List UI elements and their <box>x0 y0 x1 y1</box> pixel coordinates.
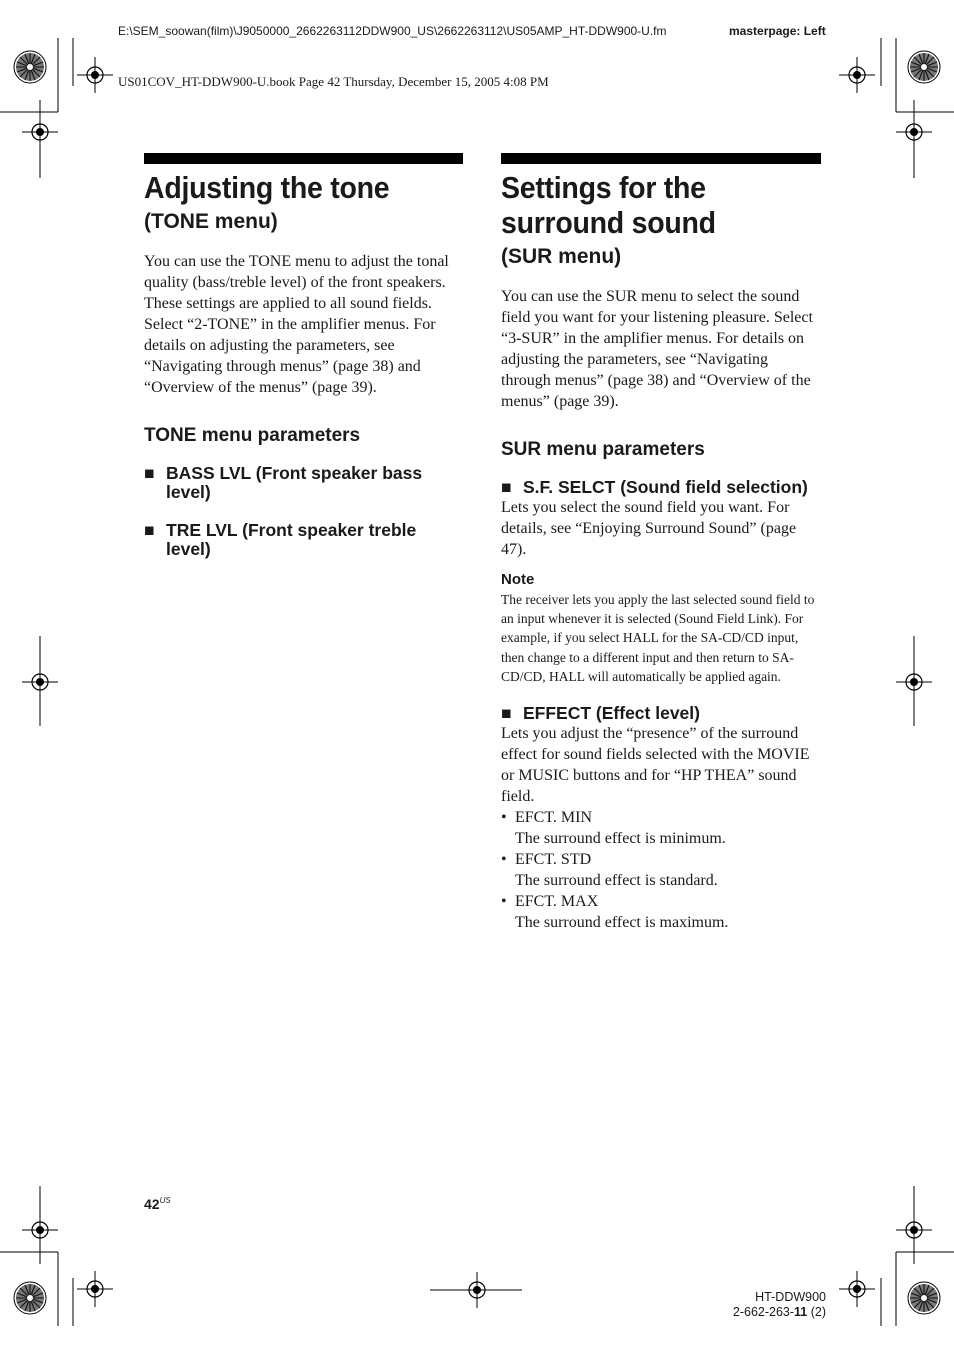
parameter-label: TRE LVL (Front speaker treble level) <box>166 520 417 559</box>
parameter-description: Lets you adjust the “presence” of the surround effect for sound fields selected with the MOVIE or MUSIC buttons and for “HP THEA” sound field. <box>501 725 810 806</box>
page-number <box>144 1196 171 1212</box>
intro-paragraph: You can use the TONE menu to adjust the tonal quality (bass/treble level) of the front speakers. These settings are applied to all sound fields. <box>144 253 449 312</box>
right-column <box>501 153 821 933</box>
parameters-heading: SUR menu parameters <box>501 439 705 460</box>
intro-paragraph: Select “2-TONE” in the amplifier menus. For details on adjusting the parameters, see “Navigating through menus” (page 38) and “Overview of the menus” (page 39). <box>144 316 436 396</box>
bullet-icon: • <box>501 809 507 827</box>
model-footer <box>680 1290 826 1320</box>
section-subtitle: (SUR menu) <box>501 245 622 268</box>
part-code-suffix: (2) <box>807 1305 826 1319</box>
parameter-label: S.F. SELCT (Sound field selection) <box>523 477 808 497</box>
section-rule <box>144 153 463 164</box>
parameter-heading <box>501 704 821 723</box>
parameter-description: Lets you select the sound field you want. For details, see “Enjoying Surround Sound” (page 47). <box>501 499 797 558</box>
section-title: Settings for the surround sound <box>501 170 716 240</box>
book-info-line: US01COV_HT-DDW900-U.book Page 42 Thursday, December 15, 2005 4:08 PM <box>118 74 549 89</box>
parameters-heading: TONE menu parameters <box>144 425 361 446</box>
note-text: The receiver lets you apply the last selected sound field to an input whenever it is selected (Sound Field Link). For example, if you select HALL for the SA-CD/CD input, then change to a different input and then return to SA-CD/CD, HALL will automatically be applied again. <box>501 592 815 684</box>
option-title: EFCT. STD <box>515 851 592 869</box>
list-item <box>501 891 821 933</box>
parameter-label: EFFECT (Effect level) <box>523 703 700 724</box>
effect-options-list <box>501 807 821 933</box>
list-item <box>501 807 821 849</box>
section-subtitle: (TONE menu) <box>144 210 278 233</box>
page-number-suffix: US <box>159 1196 171 1205</box>
note-heading: Note <box>501 571 535 588</box>
square-bullet-icon: ■ <box>501 477 512 497</box>
square-bullet-icon: ■ <box>144 463 155 483</box>
left-column <box>144 153 463 559</box>
model-name: HT-DDW900 <box>755 1290 826 1304</box>
file-path-header: E:\SEM_soowan(film)\J9050000_2662263112DDW900_US\2662263112\US05AMP_HT-DDW900-U.fm <box>118 24 667 38</box>
section-rule <box>501 153 821 164</box>
masterpage-label: masterpage: Left <box>729 24 826 38</box>
parameter-label: BASS LVL (Front speaker bass level) <box>166 463 423 502</box>
list-item <box>501 849 821 891</box>
parameter-heading <box>144 464 463 502</box>
option-title: EFCT. MIN <box>515 809 593 827</box>
bullet-icon: • <box>501 851 507 869</box>
parameter-heading <box>144 521 463 559</box>
page-number-value: 42 <box>144 1196 160 1212</box>
part-code-prefix: 2-662-263- <box>732 1305 795 1319</box>
bullet-icon: • <box>501 893 507 911</box>
part-code-revision: 11 <box>794 1305 808 1319</box>
part-code <box>680 1305 826 1320</box>
square-bullet-icon: ■ <box>144 520 155 540</box>
section-title: Adjusting the tone <box>144 170 390 205</box>
square-bullet-icon: ■ <box>501 703 512 724</box>
option-description: The surround effect is standard. <box>515 872 718 890</box>
intro-paragraph: You can use the SUR menu to select the sound field you want for your listening pleasure. Select “3-SUR” in the amplifier menus. For details on adjusting the parameters, see “Navigating through menus” (page 38) and “Overview of the menus” (page 39). <box>501 288 813 410</box>
option-description: The surround effect is maximum. <box>515 914 729 932</box>
option-title: EFCT. MAX <box>515 893 599 911</box>
option-description: The surround effect is minimum. <box>515 830 726 848</box>
parameter-heading <box>501 478 821 497</box>
